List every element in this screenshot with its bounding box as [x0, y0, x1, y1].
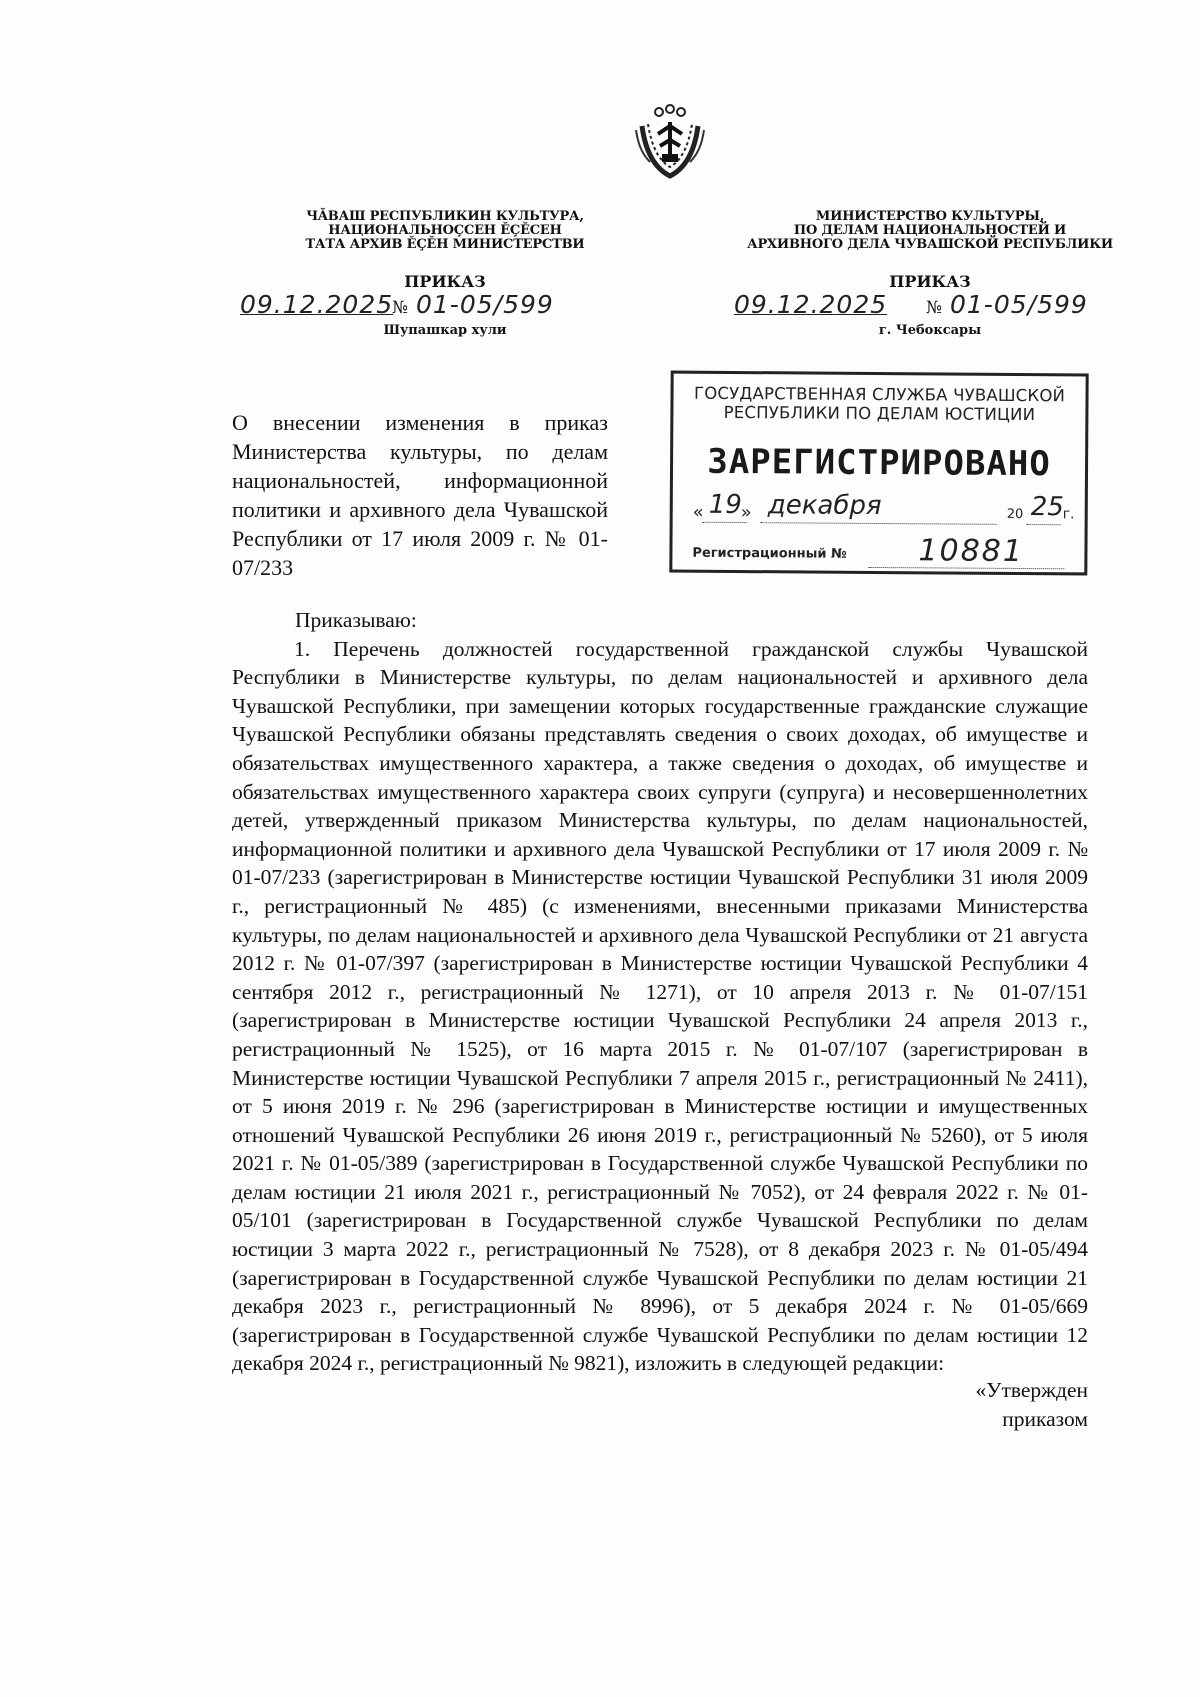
- approval-line: приказом: [1002, 1407, 1088, 1431]
- stamp-organization: [673, 384, 1085, 425]
- russian-ministry-name: [740, 210, 1120, 252]
- russian-ministry-name-line: ПО ДЕЛАМ НАЦИОНАЛЬНОСТЕЙ И: [793, 223, 1067, 238]
- coat-of-arms-emblem: [628, 100, 712, 184]
- stamp-day: 19: [708, 489, 742, 521]
- russian-ministry-header: [734, 209, 1120, 338]
- stamp-quote-open: «: [692, 501, 704, 523]
- stamp-registration-label: Регистрационный №: [692, 545, 847, 562]
- chuvash-ministry-name: [280, 210, 610, 252]
- chuvash-ministry-name-line: ТАТА АРХИВ ĔÇĔН МИНИСТЕРСТВИ: [305, 237, 585, 252]
- chuvash-ministry-name-line: ЧĂВАШ РЕСПУБЛИКИН КУЛЬТУРА,: [306, 209, 584, 224]
- stamp-registration-number: 10881: [918, 533, 1025, 570]
- chuvash-ministry-name-line: НАЦИОНАЛЬНОÇСЕН ĔÇĔСЕН: [328, 223, 562, 238]
- stamp-day-underline: [703, 522, 747, 523]
- handwritten-order-number: 01-05/599: [416, 290, 554, 319]
- number-sign: №: [926, 298, 943, 318]
- stamp-registration-number-line: [672, 532, 1084, 569]
- place-name: Шупашкар хули: [383, 323, 507, 338]
- russian-ministry-name-line: АРХИВНОГО ДЕЛА ЧУВАШСКОЙ РЕСПУБЛИКИ: [747, 237, 1113, 252]
- stamp-year: 25: [1030, 492, 1064, 523]
- order-label: ПРИКАЗ: [889, 272, 971, 291]
- stamp-quote-close: »: [740, 502, 752, 524]
- order-date-number-line: [240, 290, 610, 323]
- emblem-icon: [628, 100, 712, 184]
- order-date-number-line: [734, 290, 1120, 323]
- russian-ministry-name-line: МИНИСТЕРСТВО КУЛЬТУРЫ,: [815, 209, 1045, 224]
- stamp-organization-line: РЕСПУБЛИКИ ПО ДЕЛАМ ЮСТИЦИИ: [723, 402, 1036, 425]
- approval-line: «Утвержден: [975, 1378, 1088, 1402]
- decree-word: Приказываю:: [295, 608, 417, 632]
- chuvash-ministry-header: [240, 209, 610, 338]
- order-subject-title: О внесении изменения в приказ Министерства культуры, по делам национальностей, информационной политики и архивного дела Чувашской Республики от 17 июля 2009 г. № 01-07/233: [232, 410, 608, 580]
- place-name: г. Чебоксары: [878, 323, 982, 338]
- stamp-year-suffix: г.: [1062, 506, 1075, 523]
- stamp-date-line: [673, 488, 1085, 531]
- stamp-registered-label: ЗАРЕГИСТРИРОВАНО: [707, 441, 1051, 485]
- registration-stamp: [669, 371, 1088, 576]
- order-body: [232, 606, 1088, 1378]
- stamp-number-underline: [868, 567, 1064, 569]
- handwritten-date: 09.12.2025: [734, 290, 888, 319]
- paragraph-1: 1. Перечень должностей государственной гражданской службы Чувашской Республики в Министерстве культуры, по делам национальностей и архивного дела Чувашской Республики, при замещении которых государственные гражданские служащие Чувашской Республики обязаны представлять сведения о своих доходах, об имуществе и обязательствах имущественного характера, а также сведения о доходах, об имуществе и обязательствах имущественного характера своих супруги (супруга) и несовершеннолетних детей, утвержденный приказом Министерства культуры, по делам национальностей, информационной политики и архивного дела Чувашской Республики от 17 июля 2009 г. № 01-07/233 (зарегистрирован в Министерстве юстиции Чувашской Республики 31 июля 2009 г., регистрационный № 485) (с изменениями, внесенными приказами Министерства культуры, по делам национальностей и архивного дела Чувашской Республики от 21 августа 2012 г. № 01-07/397 (зарегистрирован в Министерстве юстиции Чувашской Республики 4 сентября 2012 г., регистрационный № 1271), от 10 апреля 2013 г. № 01-07/151 (зарегистрирован в Министерстве юстиции Чувашской Республики 24 апреля 2013 г., регистрационный № 1525), от 16 марта 2015 г. № 01-07/107 (зарегистрирован в Министерстве юстиции Чувашской Республики 7 апреля 2015 г., регистрационный № 2411), от 5 июня 2019 г. № 296 (зарегистрирован в Министерстве юстиции и имущественных отношений Чувашской Республики 26 июня 2019 г., регистрационный № 5260), от 5 июля 2021 г. № 01-05/389 (зарегистрирован в Государственной службе Чувашской Республики по делам юстиции 21 июля 2021 г., регистрационный № 7052), от 24 февраля 2022 г. № 01-05/101 (зарегистрирован в Государственной службе Чувашской Республики по делам юстиции 3 марта 2022 г., регистрационный № 7528), от 8 декабря 2023 г. № 01-05/494 (зарегистрирован в Государственной службе Чувашской Республики по делам юстиции 21 декабря 2023 г., регистрационный № 8996), от 5 декабря 2024 г. № 01-05/669 (зарегистрирован в Государственной службе Чувашской Республики по делам юстиции 12 декабря 2024 г., регистрационный № 9821), изложить в следующей редакции:: [232, 636, 1088, 1376]
- handwritten-order-number: 01-05/599: [950, 290, 1088, 319]
- stamp-month: декабря: [767, 490, 882, 522]
- handwritten-date: 09.12.2025: [240, 290, 394, 319]
- stamp-year-underline: [1027, 524, 1061, 525]
- stamp-month-underline: [761, 522, 997, 525]
- approval-note: [880, 1376, 1088, 1434]
- order-label: ПРИКАЗ: [404, 272, 486, 291]
- stamp-century: 20: [1006, 506, 1024, 523]
- stamp-organization-line: ГОСУДАРСТВЕННАЯ СЛУЖБА ЧУВАШСКОЙ: [693, 383, 1066, 406]
- number-sign: №: [392, 298, 409, 318]
